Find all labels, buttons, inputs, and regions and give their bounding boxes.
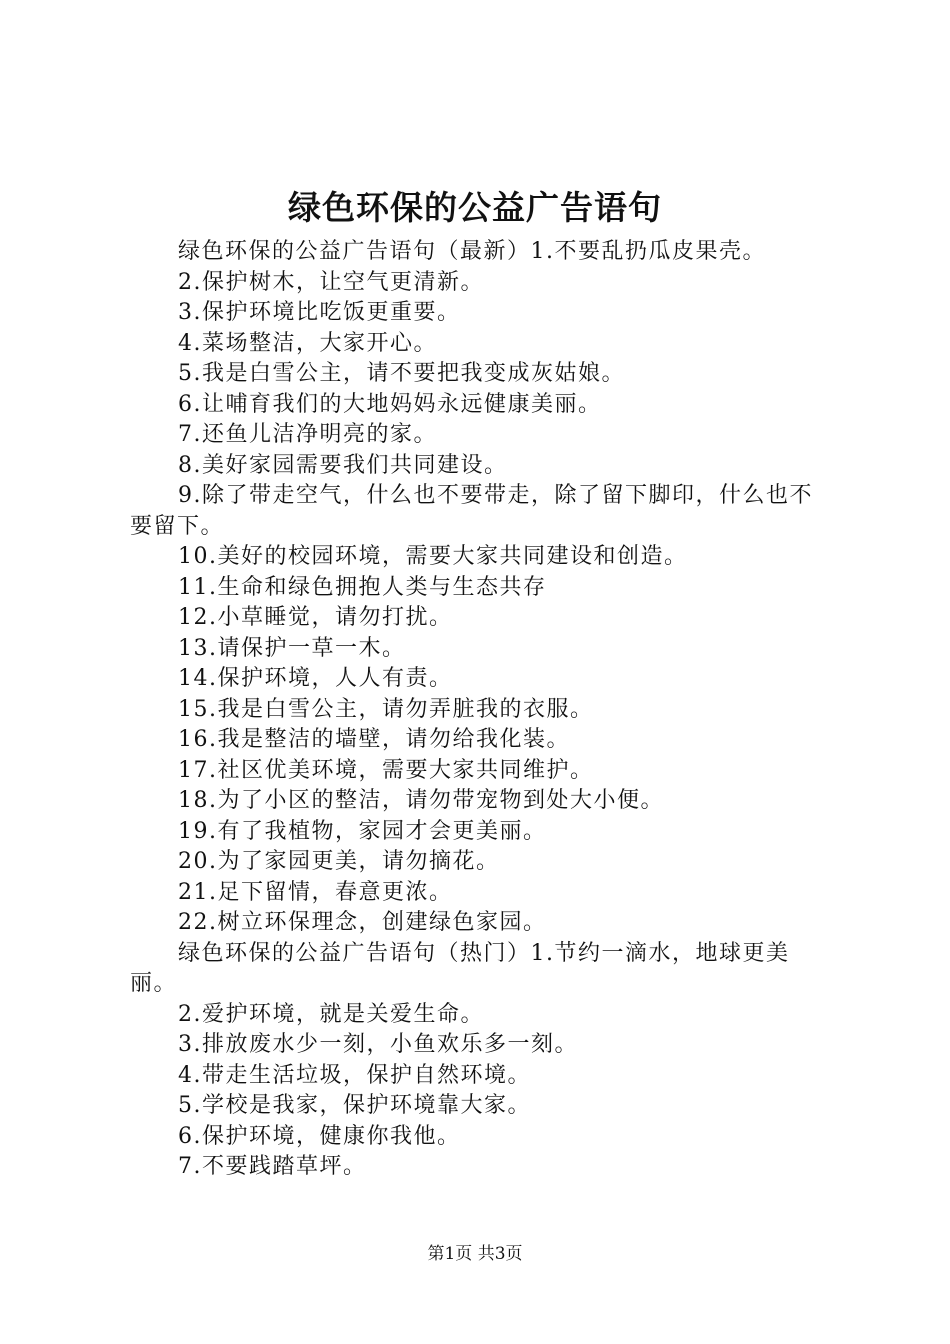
paragraph: 18.为了小区的整洁，请勿带宠物到处大小便。 xyxy=(178,788,664,813)
paragraph: 5.我是白雪公主，请不要把我变成灰姑娘。 xyxy=(178,361,625,386)
paragraph: 8.美好家园需要我们共同建设。 xyxy=(178,452,508,478)
paragraph: 6.让哺育我们的大地妈妈永远健康美丽。 xyxy=(178,391,602,417)
paragraph: 3.排放废水少一刻，小鱼欢乐多一刻。 xyxy=(178,1032,578,1057)
paragraph: 3.保护环境比吃饭更重要。 xyxy=(178,300,461,325)
document-body xyxy=(130,237,835,1183)
paragraph: 2.保护树木，让空气更清新。 xyxy=(178,269,484,295)
paragraph: 4.菜场整洁，大家开心。 xyxy=(178,330,437,356)
paragraph: 16.我是整洁的墙壁，请勿给我化装。 xyxy=(178,727,570,752)
page-footer: 第1页 共3页 xyxy=(427,1244,523,1264)
paragraph: 21.足下留情，春意更浓。 xyxy=(178,879,453,905)
paragraph: 4.带走生活垃圾，保护自然环境。 xyxy=(178,1062,531,1088)
paragraph: 14.保护环境，人人有责。 xyxy=(178,666,453,691)
paragraph: 20.为了家园更美，请勿摘花。 xyxy=(178,849,500,874)
paragraph: 22.树立环保理念，创建绿色家园。 xyxy=(178,910,547,935)
paragraph: 15.我是白雪公主，请勿弄脏我的衣服。 xyxy=(178,696,594,722)
paragraph: 17.社区优美环境，需要大家共同维护。 xyxy=(178,757,594,783)
paragraph: 绿色环保的公益广告语句（最新）1.不要乱扔瓜皮果壳。 xyxy=(178,239,766,264)
paragraph: 11.生命和绿色拥抱人类与生态共存 xyxy=(178,574,547,600)
paragraph: 12.小草睡觉，请勿打扰。 xyxy=(178,605,453,630)
paragraph: 19.有了我植物，家园才会更美丽。 xyxy=(178,818,547,844)
paragraph: 13.请保护一草一木。 xyxy=(178,635,406,661)
paragraph: 7.还鱼儿洁净明亮的家。 xyxy=(178,422,437,447)
paragraph: 6.保护环境，健康你我他。 xyxy=(178,1123,461,1149)
document-title: 绿色环保的公益广告语句 xyxy=(288,188,662,227)
paragraph: 5.学校是我家，保护环境靠大家。 xyxy=(178,1093,531,1118)
paragraph: 9.除了带走空气，什么也不要带走，除了留下脚印，什么也不要留下。 xyxy=(130,483,813,539)
paragraph: 绿色环保的公益广告语句（热门）1.节约一滴水，地球更美丽。 xyxy=(130,940,790,996)
paragraph: 10.美好的校园环境，需要大家共同建设和创造。 xyxy=(178,544,688,569)
paragraph: 2.爱护环境，就是关爱生命。 xyxy=(178,1001,484,1027)
paragraph: 7.不要践踏草坪。 xyxy=(178,1154,367,1179)
